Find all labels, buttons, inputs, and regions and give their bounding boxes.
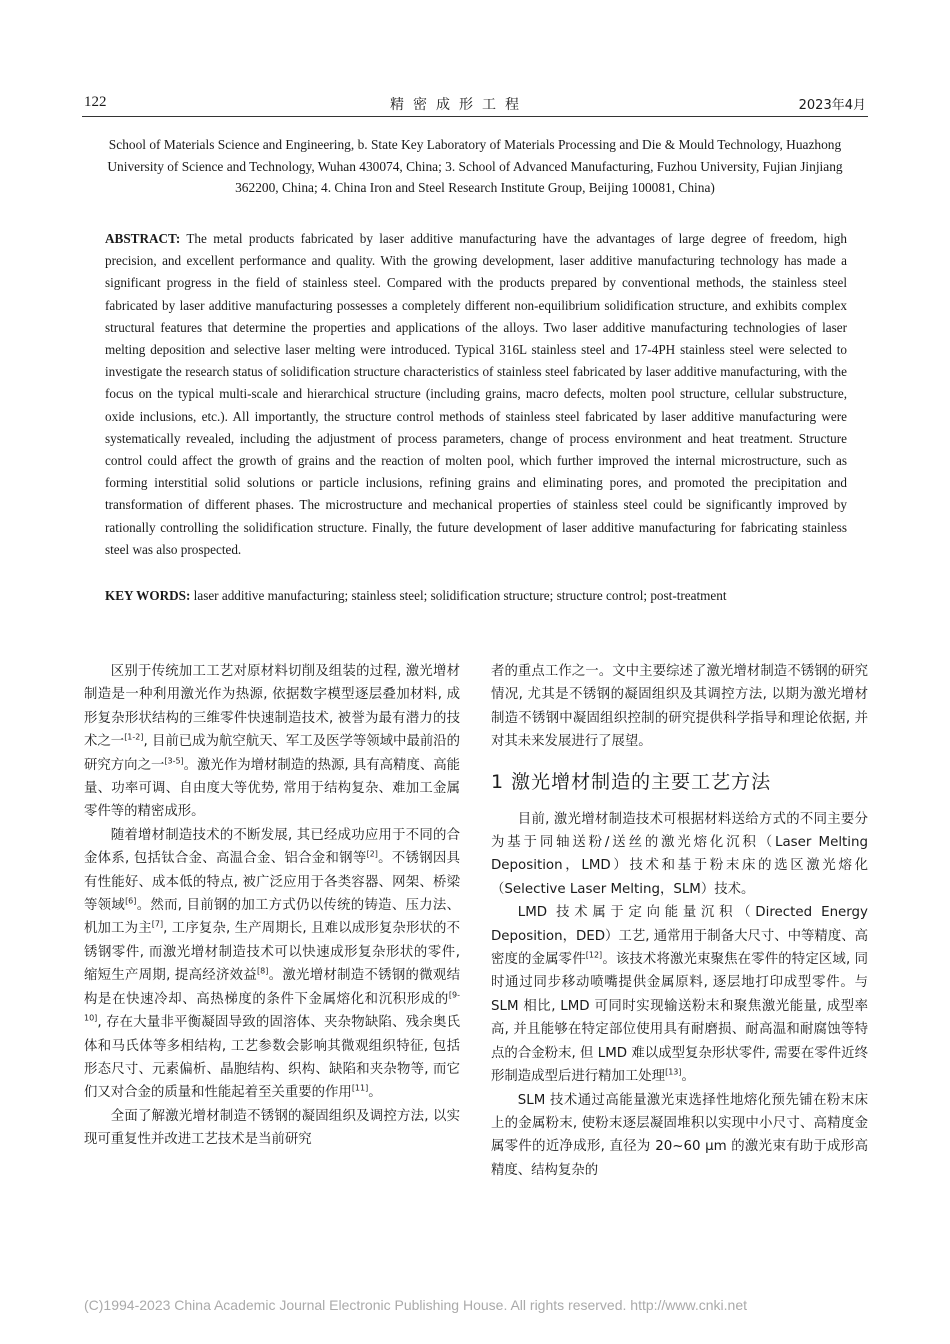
citation[interactable]: [7] — [151, 920, 164, 929]
citation[interactable]: [2] — [366, 849, 378, 859]
citation[interactable]: [3-5] — [164, 756, 184, 766]
text-run: , 目前已成为航空航天、军工及医学等领域中最前沿的研究方向之一 — [84, 734, 461, 773]
citation[interactable]: [12] — [585, 950, 603, 960]
citation[interactable]: [13] — [665, 1067, 682, 1077]
paragraph: SLM 技术通过高能量激光束选择性地熔化预先铺在粉末床上的金属粉末, 使粉末逐层凝固堆积以实现中小尺寸、高精度金属零件的近净成形, 直径为 20~60 μm 的激光束有助于成形高精度、结构复杂的 — [491, 1092, 868, 1178]
paragraph — [84, 824, 460, 1105]
issue-date: 2023年4月 — [798, 98, 866, 113]
paragraph — [84, 660, 460, 824]
header-rule — [82, 116, 868, 117]
affiliation: School of Materials Science and Engineering, b. State Key Laboratory of Materials Processing and Die & Mould Technology, Huazhong University of Science and Technology, Wuhan 430074, China; 3. School of Advanced Manufacturing, Fuzhou University, Fujian Jinjiang 362200, China; 4. China Iron and Steel Research Institute Group, Beijing 100081, China) — [107, 137, 843, 195]
text-run: 。 — [368, 1085, 382, 1101]
abstract — [105, 228, 847, 561]
paragraph: 全面了解激光增材制造不锈钢的凝固组织及调控方法, 以实现可重复性并改进工艺技术是当前研究 — [84, 1108, 460, 1148]
citation[interactable]: [1-2] — [124, 732, 144, 742]
abstract-label: ABSTRACT: — [105, 231, 181, 246]
citation[interactable]: [9-10] — [84, 990, 460, 1023]
citation[interactable]: [11] — [351, 1083, 369, 1093]
text-run: LMD 技术属于定向能量沉积（Directed Energy Deposition，DED）工艺, 通常用于制备大尺寸、中等精度、高密度的金属零件 — [491, 905, 868, 968]
text-run: 随着增材制造技术的不断发展, 其已经成功应用于不同的合金体系, 包括钛合金、高温合金、铝合金和钢等 — [84, 827, 460, 867]
paragraph — [491, 901, 868, 1088]
text-run: 。激光作为增材制造的热源, 具有高精度、高能量、功率可调、自由度大等优势, 常用于结构复杂、难加工金属零件等的精密成形。 — [84, 757, 461, 820]
text-run: 区别于传统加工工艺对原材料切削及组装的过程, 激光增材制造是一种利用激光作为热源, 依据数字模型逐层叠加材料, 成形复杂形状结构的三维零件快速制造技术, 被誉为最有潜力的技术之一 — [84, 664, 460, 750]
text-run: 。不锈钢因具有性能好、成本低的特点, 被广泛应用于各类容器、网架、桥梁等领域 — [84, 851, 461, 914]
keywords-label: KEY WORDS: — [105, 588, 191, 603]
text-run: 。该技术将激光束聚焦在零件的特定区域, 同时通过同步移动喷嘴提供金属原料, 逐层地打印成型零件。与 SLM 相比, LMD 可同时实现输送粉末和聚焦激光能量, 成型率高, 并且能够在特定部位使用具有耐磨损、耐高温和耐腐蚀等特点的合金粉末, 但 LMD 难以成型复杂形状零件, 需要在零件近终形制造成型后进行精加工处理 — [491, 952, 868, 1085]
paragraph: 目前, 激光增材制造技术可根据材料送给方式的不同主要分为基于同轴送粉/送丝的激光熔化沉积（Laser Melting Deposition，LMD）技术和基于粉末床的选区激光熔化（Selective Laser Melting，SLM）技术。 — [491, 811, 868, 897]
page-number: 122 — [84, 94, 107, 110]
text-run: 。激光增材制造不锈钢的微观结构是在快速冷却、高热梯度的条件下金属熔化和沉积形成的 — [84, 968, 460, 1007]
text-run: 。然而, 目前钢的加工方式仍以传统的铸造、压力法、机加工为主 — [84, 898, 460, 937]
keywords-text: laser additive manufacturing; stainless steel; solidification structure; structure control; post-treatment — [190, 588, 727, 603]
citation[interactable]: [8] — [257, 966, 269, 976]
right-column — [491, 660, 868, 1182]
copyright-footer: (C)1994-2023 China Academic Journal Electronic Publishing House. All rights reserved. http://www.cnki.net — [84, 1297, 747, 1313]
abstract-text: The metal products fabricated by laser additive manufacturing have the advantages of large degree of freedom, high precision, and excellent performance and quality. With the growing development, laser additive manufacturing technology has made a significant progress in the field of stainless steel. Compared with the products prepared by conventional methods, the stainless steel fabricated by laser additive manufacturing possesses a completely different non-equilibrium solidification structure, and exhibits complex structural features that determine the properties and applications of the alloys. Two laser additive manufacturing technologies of laser melting deposition and selective laser melting were introduced. Typical 316L stainless steel and 17-4PH stainless steel were selected to investigate the research status of solidification structure characteristics of stainless steel fabricated by laser additive manufacturing, with the focus on the typical multi-scale and hierarchical structure (including grains, macro defects, molten pool structure, cellular substructure, oxide inclusions, etc.). All importantly, the structure control methods of stainless steel fabricated by laser additive manufacturing were systematically revealed, including the adjustment of process parameters, change of process environment and heat treatment. Structure control could affect the growth of grains and the reaction of molten pool, which further improved the internal microstructure, such as forming interstitial solid solutions or particle inclusions, refining grains and eliminating pores, and promoted the precipitation and transformation of different phases. The microstructure and mechanical properties of stainless steel could be significantly improved by rationally controlling the solidification structure. Finally, the future development of laser additive manufacturing for fabricating stainless steel was also prospected. — [105, 231, 847, 557]
left-column — [84, 660, 460, 1152]
text-run: , 工序复杂, 生产周期长, 且难以成形复杂形状的不锈钢零件, 而激光增材制造技术可以快速成形复杂形状的零件, 缩短生产周期, 提高经济效益 — [84, 921, 460, 984]
keywords — [105, 585, 847, 607]
text-run: 。 — [681, 1069, 695, 1085]
citation[interactable]: [6] — [125, 896, 137, 906]
paragraph: 者的重点工作之一。文中主要综述了激光增材制造不锈钢的研究情况, 尤其是不锈钢的凝固组织及其调控方法, 以期为激光增材制造不锈钢中凝固组织控制的研究提供科学指导和理论依据, 并对其未来发展进行了展望。 — [491, 664, 868, 750]
journal-title: 精密成形工程 — [390, 97, 528, 113]
text-run: , 存在大量非平衡凝固导致的固溶体、夹杂物缺陷、残余奥氏体和马氏体等多相结构, 工艺参数会影响其微观组织特征, 包括形态尺寸、元素偏析、晶胞结构、织构、缺陷和夹杂物等, 而它们又对合金的质量和性能起着至关重要的作用 — [84, 1015, 460, 1101]
section-heading: 1 激光增材制造的主要工艺方法 — [491, 770, 772, 793]
